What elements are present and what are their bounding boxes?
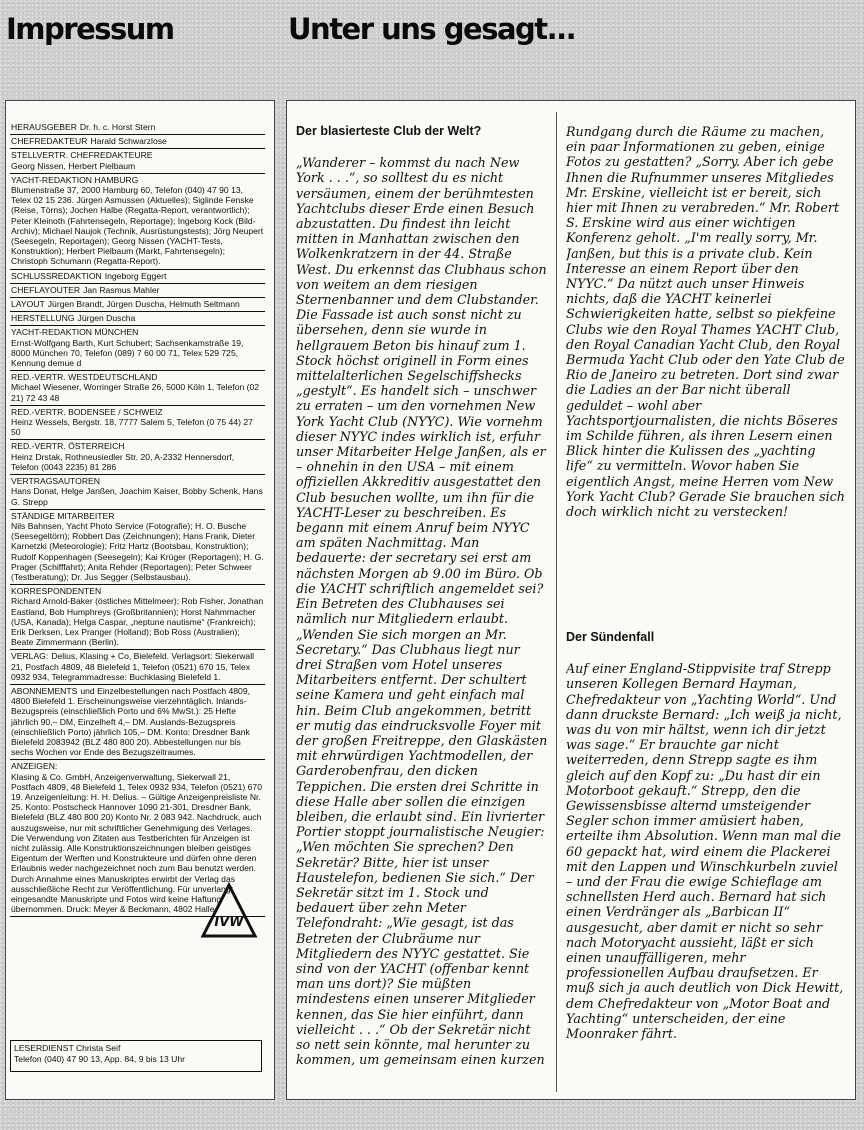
article-column-b-top — [566, 124, 846, 574]
impressum-entry — [10, 371, 265, 406]
article1-heading: Der blasierteste Club der Welt? — [296, 124, 482, 138]
article2-heading: Der Sündenfall — [566, 630, 655, 644]
impressum-entry-body: Jan Rasmus Mahler — [83, 284, 160, 295]
impressum-entry-heading: ABONNEMENTS — [11, 685, 78, 696]
impressum-entry-body: Harald Schwarzlose — [90, 136, 167, 147]
ivw-logo-text: IVW — [214, 915, 244, 930]
impressum-entry-body: Richard Arnold-Baker (östliches Mittelmeer); Rob Fisher, Jonathan Eastland, Bob Humphreys (Großbritannien); Horst Nahmmacher (USA, Kanada); Helga Caspar, „neptune nautisme“ (Frankreich); Erik Derksen, Lex Pranger (Holland); Bob Ross (Australien); Beate Zimmermann (Berlin). — [11, 596, 264, 648]
impressum-entry-body: Blumenstraße 37, 2000 Hamburg 60, Telefon (040) 47 90 13, Telex 02 15 236. Jürgen Asmussen (Aktuelles); Siglinde Fenske (Reise, Törns); Jochen Halbe (Regatta-Report, verantwortlich); Peter Kleinoth (Fahrtensegeln, Reportage); Ingeborg Kock (Bild-Archiv); Michael Naujok (Technik, Ausrüstungstests); Jörg Neupert (Seesegeln, Reportagen); Georg Nissen (YACHT-Tests, Konstruktion); Herbert Pielbaum (Markt, Fahrtensegeln); Christoph Schumann (Regatta-Report). — [11, 185, 264, 267]
impressum-entry — [10, 174, 265, 270]
impressum-entry-body: Heinz Drstak, Rothneusiedler Str. 20, A-2332 Hennersdorf, Telefon (0043 2235) 81 286 — [11, 451, 235, 472]
column-title: Unter uns gesagt... — [288, 12, 576, 46]
impressum-entry-heading: STELLVERTR. CHEFREDAKTEURE — [11, 150, 153, 161]
leserdienst-contact: Telefon (040) 47 90 13, App. 84, 9 bis 13 Uhr — [14, 1053, 186, 1064]
impressum-entry-heading: CHEFLAYOUTER — [11, 284, 81, 295]
article2-text: Auf einer England-Stippvisite traf Strepp unseren Kollegen Bernard Hayman, Chefredakteur von „Yachting World“. Und dann druckste Bernard: „Ich weiß ja nicht, was du von mir hältst, wenn ich dir jetzt was sage.“ Er brauchte gar nicht weiterreden, denn Strepp sagte es ihm gleich auf den Kopf zu: „Du hast dir ein Motorboot gekauft.“ Strepp, den die Gewissensbisse alternd umsteigender Segler schon immer amüsiert haben, erteilte ihm Absolution. Wenn man mal die 60 gepackt hat, wird einem die Plackerei mit den Lappen und Winschkurbeln zuviel – und der Frau die ewige Schieflage am schnellsten Herd auch. Bernard hat sich einen Verdränger als „Barbican II“ ausgesucht, aber damit er nicht so sehr nach Motoryacht aussieht, läßt er sich einen unauffälligeren, mehr professionellen Aufbau draufsetzen. Er muß sich ja auch deutlich von Dick Hewitt, dem Chefredakteur von „Motor Boat and Yachting“ unterscheiden, der eine Moonraker fährt. — [566, 661, 844, 1042]
impressum-entry — [10, 685, 265, 760]
impressum-entry-heading: ANZEIGEN: — [11, 761, 58, 772]
impressum-entry-heading: KORRESPONDENTEN — [11, 586, 102, 597]
impressum-entry — [10, 650, 265, 685]
impressum-entry-body: Heinz Wessels, Bergstr. 18, 7777 Salem 5, Telefon (0 75 44) 27 50 — [11, 417, 253, 438]
impressum-entry-heading: STÄNDIGE MITARBEITER — [11, 510, 115, 521]
impressum-entry — [10, 406, 265, 441]
leserdienst-box — [10, 1040, 262, 1072]
impressum-entry-heading: YACHT-REDAKTION HAMBURG — [11, 174, 139, 185]
impressum-entry — [10, 270, 265, 284]
impressum-entry-heading: RED.-VERTR. BODENSEE / SCHWEIZ — [11, 406, 163, 417]
impressum-entry-heading: SCHLUSSREDAKTION — [11, 270, 102, 281]
ivw-logo — [200, 882, 258, 940]
impressum-entry-body: Ernst-Wolfgang Barth, Kurt Schubert; Sachsenkamstraße 19, 8000 München 70, Telefon (089) 7 60 00 71, Telex 529 725, Kennung demue d — [11, 337, 244, 369]
leserdienst-heading: LESERDIENST — [14, 1043, 74, 1053]
impressum-entry — [10, 298, 265, 312]
article1-text-a: „Wanderer – kommst du nach New York . . .“, so solltest du es nicht versäumen, einem der berühmtesten Yachtclubs dieser Erde einen Besuch abzustatten. Du findest ihn leicht mitten in Manhattan zwischen den Wolkenkratzern in der 44. Straße West. Du erkennst das Clubhaus schon von weitem an dem riesigen Sternenbanner und dem Clubstander. Die Fassade ist auch sonst nicht zu übersehen, denn sie wurde in hellgrauem Beton bis hinauf zum 1. Stock höchst originell in Form eines mittelalterlichen Segelschiffshecks „gestylt“. Es handelt sich – unschwer zu erraten – um den vornehmen New York Yacht Club (NYYC). Wie vornehm dieser NYYC indes wirklich ist, erfuhr unser Mitarbeiter Helge Janßen, als er – ohnehin in den USA – mit einem offiziellen Akkreditiv ausgestattet den Club besuchen wollte, um ihn für die YACHT-Leser zu beschreiben. Es begann mit einem Anruf beim NYYC am späten Nachmittag. Man bedauerte: der secretary sei erst am nächsten Morgen ab 9.00 im Büro. Ob die YACHT schriftlich angemeldet sei? Ein Betreten des Clubhauses sei nämlich nur Mitgliedern erlaubt. „Wenden Sie sich morgen an Mr. Secretary.“ Das Clubhaus liegt nur drei Straßen vom Hotel unseres Mitarbeiters entfernt. Der schultert seine Kamera und geht einfach mal hin. Beim Club angekommen, betritt er mutig das eindrucksvolle Foyer mit der großen Freitreppe, den Glaskästen mit ehrwürdigen Yachtmodellen, der Garderobenfrau, den dicken Teppichen. Die ersten drei Schritte in diese Halle aber sollen die einzigen bleiben, die erlaubt sind. Ein livrierter Portier stoppt journalistische Neugier: „Wen möchten Sie sprechen? Den Sekretär? Bitte, hier ist unser Haustelefon, bedienen Sie sich.“ Der Sekretär sitzt im 1. Stock und bedauert über zehn Meter Telefondraht: „Wie gesagt, ist das Betreten der Clubräume nur Mitgliedern des NYYC gestattet. Sie sind von der YACHT (offenbar kennt man uns dort)? Sie müßten mindestens einen unserer Mitglieder kennen, das Sie hier einführt, dann vielleicht . . .“ Ob der Sekretär nicht so nett sein könnte, mal herunter zu kommen, um gemeinsam einen kurzen — [296, 155, 548, 1068]
impressum-entry — [10, 326, 265, 371]
impressum-entry — [10, 135, 265, 149]
impressum-entry — [10, 510, 265, 585]
impressum-entry-body: Dr. h. c. Horst Stern — [79, 122, 156, 132]
impressum-list — [10, 121, 265, 1091]
impressum-entry-heading: VERLAG: — [11, 651, 49, 662]
article1-text-b: Rundgang durch die Räume zu machen, ein paar Informationen zu geben, einige Fotos zu gestatten? „Sorry. Aber ich gebe Ihnen die Rufnummer unseres Mitgliedes Mr. Erskine, vielleicht ist er bereit, sich hier mit Ihnen zu verabreden.“ Mr. Robert S. Erskine wird aus einer wichtigen Konferenz geholt. „I'm really sorry, Mr. Janßen, but this is a private club. Kein Interesse an einem Report über den NYYC.“ Da nützt auch unser Hinweis nichts, daß die YACHT keinerlei Schwierigkeiten hatte, selbst so piekfeine Clubs wie den Royal Thames YACHT Club, den Royal Canadian Yacht Club, den Royal Bermuda Yacht Club oder den Yate Club de Rio de Janeiro zu betreten. Dort sind zwar die Ladies an der Bar nicht überall geduldet – wohl aber Yachtsportjournalisten, die nichts Böseres im Schilde führen, als ihren Lesern einen Blick hinter die Kulissen des „yachting life“ zu vermitteln. Wovor haben Sie eigentlich Angst, meine Herren vom New York Yacht Club? Gerade Sie brauchen sich doch wirklich nicht zu verstecken! — [566, 124, 845, 520]
impressum-entry-body: Georg Nissen, Herbert Pielbaum — [11, 160, 136, 171]
impressum-entry — [10, 121, 265, 135]
impressum-entry-heading: RED.-VERTR. ÖSTERREICH — [11, 441, 125, 452]
impressum-entry — [10, 475, 265, 510]
impressum-entry — [10, 585, 265, 650]
impressum-entry-body: Jürgen Brandt, Jürgen Duscha, Helmuth Seltmann — [47, 299, 240, 310]
impressum-title: Impressum — [6, 12, 174, 46]
impressum-entry-body: Delius, Klasing + Co, Bielefeld. Verlagsort: Siekerwall 21, Postfach 4809, 48 Bielefeld 1, Telefon (0521) 670 15, Telex 0932 934, Telegrammadresse: Buchklasing Bielefeld 1. — [11, 651, 255, 682]
impressum-entry-body: Klasing & Co. GmbH, Anzeigenverwaltung, Siekerwall 21, Postfach 4809, 48 Bielefeld 1, Telex 0932 934, Telefon (0521) 670 19. Anzeigenleitung: H. H. Delius. – Gültige Anzeigenpreisliste Nr. 25. Konto: Postscheck Hannover 1090 21-301, Dresdner Bank, Bielefeld (BLZ 480 800 20) Konto Nr. 2 083 942. Nachdruck, auch auszugsweise, nur mit schriftlicher Genehmigung des Verlages. Die Verwendung von Zitaten aus Testberichten für Anzeigen ist nicht zulässig. Alle Konstruktionszeichnungen bleiben geistiges Eigentum der Werften und Konstrukteure und dürfen ohne deren Erlaubnis weder nachgezeichnet noch zum Bau benutzt werden. Durch Annahme eines Manuskriptes erwirbt der Verlag das ausschließliche Recht zur Veröffentlichung. Für unverlangt eingesandte Manuskripte und Fotos wird keine Haftung übernommen. Druck: Meyer & Beckmann, 4802 Halle. — [11, 771, 262, 915]
impressum-entry-heading: VERTRAGSAUTOREN — [11, 476, 100, 487]
column-divider — [556, 112, 557, 1092]
impressum-entry — [10, 440, 265, 475]
impressum-entry — [10, 312, 265, 326]
leserdienst-name: Christa Seif — [75, 1043, 121, 1053]
impressum-entry-body: und Einzelbestellungen nach Postfach 4809, 4800 Bielefeld 1. Erscheinungsweise vierzehntäglich. Inlands-Bezugspreis (einschließlich Porto und 6% MwSt.): 25 Hefte jährlich 90,– DM, Einzelheft 4,– DM. Auslands-Bezugspreis (einschließlich Porto) jährlich 105,– DM. Konto: Dresdner Bank Bielefeld 2083942 (BLZ 480 800 20). Abbestellungen nur bis sechs Wochen vor Ende des Bezugszeitraumes. — [11, 685, 250, 758]
impressum-entry-body: Nils Bahnsen, Yacht Photo Service (Fotografie); H. O. Busche (Seesegeltörn); Robbert Das (Zeichnungen); Hans Frank, Dieter Karnetzki (Meteorologie); Fritz Hartz (Bootsbau, Konstruktion); Rudolf Koppenhagen (Seesegeln); Kai Krüger (Reportagen); H. G. Prager (Schifffahrt); Anita Rehder (Reportagen); Peter Schweer (Testberatung); Dr. Jus Segger (Selbstausbau). — [11, 520, 264, 582]
impressum-entry — [10, 284, 265, 298]
article-column-b-bottom — [566, 630, 846, 1074]
impressum-entry-heading: YACHT-REDAKTION MÜNCHEN — [11, 327, 139, 338]
impressum-entry-body: Jürgen Duscha — [77, 313, 136, 324]
impressum-entry-body: Ingeborg Eggert — [104, 270, 167, 281]
impressum-entry-heading: HERAUSGEBER — [11, 122, 77, 132]
article-column-a — [296, 124, 548, 1074]
impressum-entry-heading: LAYOUT — [11, 299, 45, 310]
impressum-entry-heading: CHEFREDAKTEUR — [11, 136, 88, 147]
impressum-entry-heading: HERSTELLUNG — [11, 313, 75, 324]
impressum-entry-heading: RED.-VERTR. WESTDEUTSCHLAND — [11, 372, 158, 383]
impressum-entry-body: Hans Donat, Helge Janßen, Joachim Kaiser, Bobby Schenk, Hans G. Strepp — [11, 486, 263, 507]
impressum-entry — [10, 149, 265, 173]
impressum-entry-body: Michael Wiesener, Worringer Straße 26, 5000 Köln 1, Telefon (02 21) 72 43 48 — [11, 382, 260, 403]
